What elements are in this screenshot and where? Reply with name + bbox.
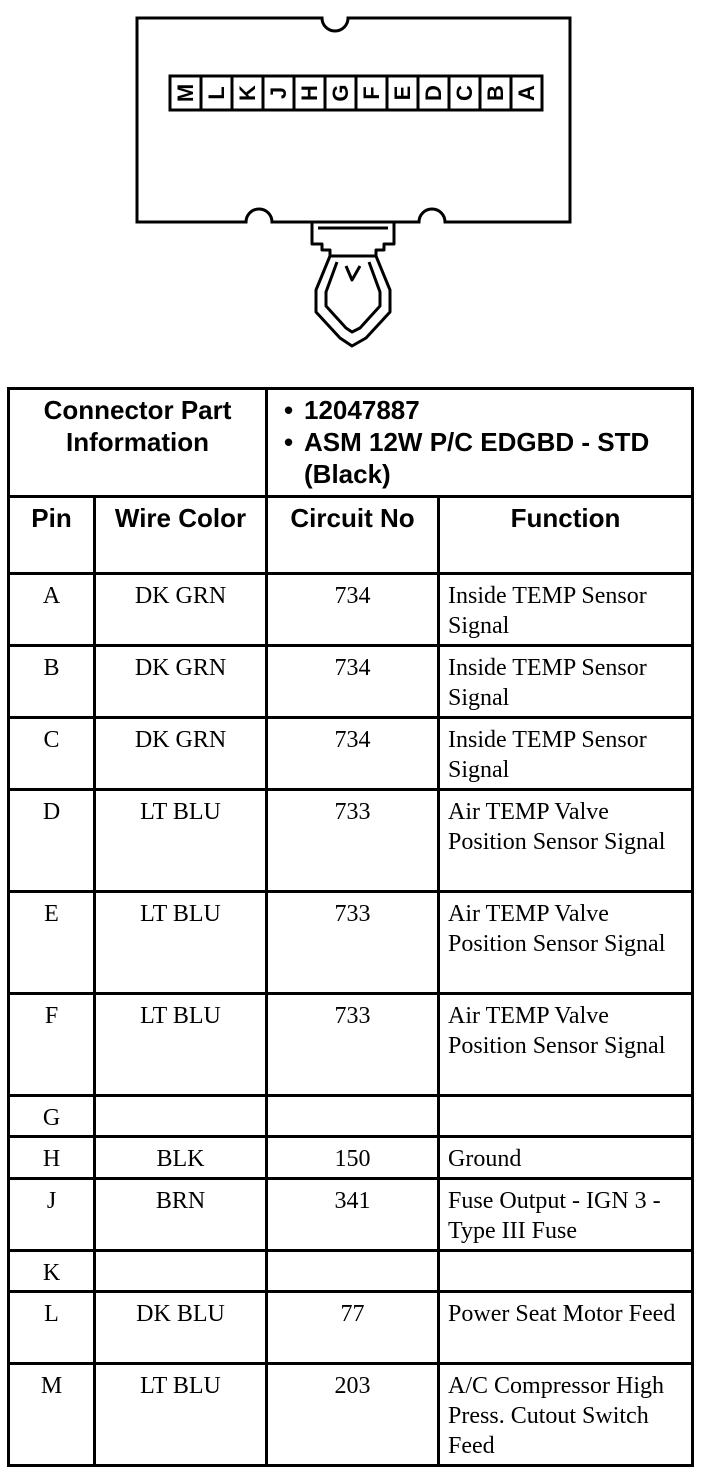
function-cell: Air TEMP Valve Position Sensor Signal — [439, 994, 693, 1096]
pin-cell: F — [9, 994, 95, 1096]
pin-letter-e: E — [390, 85, 415, 101]
header-pin: Pin — [9, 497, 95, 574]
table-row — [9, 646, 693, 718]
circuit-cell: 341 — [267, 1179, 439, 1251]
wire-color-cell: BLK — [95, 1137, 267, 1179]
circuit-cell: 733 — [267, 790, 439, 892]
function-cell: Power Seat Motor Feed — [439, 1292, 693, 1364]
pin-letter-g: G — [328, 84, 353, 102]
pin-cell: B — [9, 646, 95, 718]
wire-color-cell: DK GRN — [95, 574, 267, 646]
pin-cell: L — [9, 1292, 95, 1364]
circuit-cell: 734 — [267, 574, 439, 646]
pin-letter-b: B — [483, 85, 508, 101]
pin-letter-j: J — [266, 86, 291, 100]
part-description: • ASM 12W P/C EDGBD - STD (Black) — [304, 426, 691, 490]
connector-body — [137, 18, 570, 222]
connector-table — [7, 387, 694, 1467]
pin-cell: M — [9, 1364, 95, 1466]
circuit-cell — [267, 1251, 439, 1292]
table-row — [9, 1292, 693, 1364]
pin-cell: C — [9, 718, 95, 790]
wire-color-cell: LT BLU — [95, 1364, 267, 1466]
pin-cell: J — [9, 1179, 95, 1251]
column-header-row — [9, 497, 693, 574]
wire-color-cell — [95, 1096, 267, 1137]
table-row — [9, 1179, 693, 1251]
function-cell: Inside TEMP Sensor Signal — [439, 574, 693, 646]
pin-cell: E — [9, 892, 95, 994]
pin-cell: A — [9, 574, 95, 646]
circuit-cell: 734 — [267, 646, 439, 718]
table-row — [9, 1096, 693, 1137]
function-cell: Ground — [439, 1137, 693, 1179]
table-row — [9, 892, 693, 994]
connector-diagram — [0, 0, 704, 365]
table-row — [9, 790, 693, 892]
pin-letter-a: A — [514, 85, 539, 101]
pin-letter-c: C — [452, 85, 477, 101]
circuit-cell: 734 — [267, 718, 439, 790]
table-row — [9, 1364, 693, 1466]
pin-cell: D — [9, 790, 95, 892]
circuit-cell: 203 — [267, 1364, 439, 1466]
table-row — [9, 994, 693, 1096]
wire-color-cell: LT BLU — [95, 892, 267, 994]
header-circuit-no: Circuit No — [267, 497, 439, 574]
table-row — [9, 1137, 693, 1179]
header-function: Function — [439, 497, 693, 574]
function-cell: Air TEMP Valve Position Sensor Signal — [439, 892, 693, 994]
function-cell: A/C Compressor High Press. Cutout Switch Feed — [439, 1364, 693, 1466]
pin-cell: K — [9, 1251, 95, 1292]
part-info-label: Connector Part Information — [9, 389, 267, 497]
circuit-cell: 733 — [267, 994, 439, 1096]
table-row — [9, 574, 693, 646]
pin-letter-d: D — [421, 85, 446, 101]
part-number: • 12047887 — [304, 394, 691, 426]
part-info-row — [9, 389, 693, 497]
connector-drawing — [0, 0, 704, 365]
pin-letter-f: F — [359, 86, 384, 100]
pin-letter-h: H — [297, 85, 322, 101]
table-row — [9, 1251, 693, 1292]
circuit-cell — [267, 1096, 439, 1137]
function-cell: Inside TEMP Sensor Signal — [439, 718, 693, 790]
wire-color-cell: DK GRN — [95, 646, 267, 718]
pin-letter-l: L — [204, 86, 229, 100]
wire-color-cell: LT BLU — [95, 994, 267, 1096]
part-info-list — [268, 390, 691, 490]
wire-color-cell: BRN — [95, 1179, 267, 1251]
pin-letter-m: M — [173, 83, 198, 103]
pin-cell: H — [9, 1137, 95, 1179]
wire-color-cell — [95, 1251, 267, 1292]
pin-letter-k: K — [235, 85, 260, 101]
header-wire-color: Wire Color — [95, 497, 267, 574]
function-cell: Inside TEMP Sensor Signal — [439, 646, 693, 718]
circuit-cell: 733 — [267, 892, 439, 994]
pin-cell: G — [9, 1096, 95, 1137]
circuit-cell: 150 — [267, 1137, 439, 1179]
wire-color-cell: DK GRN — [95, 718, 267, 790]
table-row — [9, 718, 693, 790]
wire-color-cell: LT BLU — [95, 790, 267, 892]
circuit-cell: 77 — [267, 1292, 439, 1364]
retaining-clip — [312, 222, 394, 346]
part-info-values — [267, 389, 693, 497]
function-cell: Air TEMP Valve Position Sensor Signal — [439, 790, 693, 892]
function-cell — [439, 1096, 693, 1137]
function-cell: Fuse Output - IGN 3 - Type III Fuse — [439, 1179, 693, 1251]
wire-color-cell: DK BLU — [95, 1292, 267, 1364]
function-cell — [439, 1251, 693, 1292]
